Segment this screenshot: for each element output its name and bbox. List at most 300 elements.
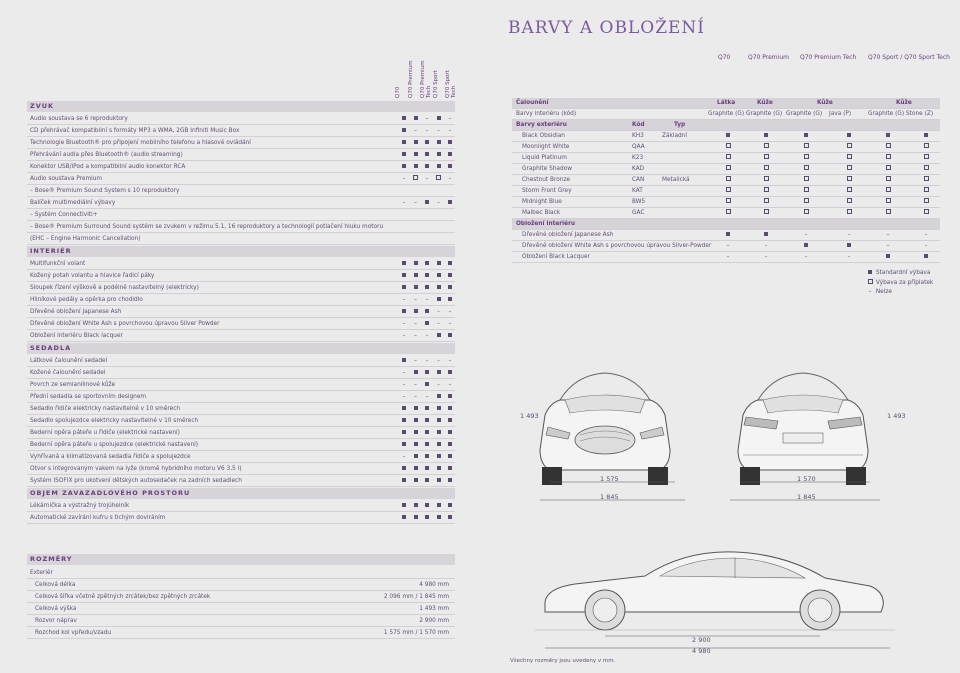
availability-mark (399, 199, 409, 207)
availability-mark (720, 209, 736, 217)
footnote: Všechny rozměry jsou uvedeny v mm. (510, 658, 616, 664)
feature-label: Bederní opěra páteře u spolujezdce (elektrické nastavení) (30, 441, 199, 448)
availability-mark (399, 502, 409, 510)
availability-mark (434, 381, 444, 389)
left-column-head: Q70 (395, 86, 401, 98)
availability-mark (434, 393, 444, 401)
exterior-colour-name: Midnight Blue (522, 199, 562, 205)
availability-mark (434, 272, 444, 280)
feature-label: Technologie Bluetooth® pro připojení mobilního telefonu a hlasové ovládání (30, 139, 251, 146)
availability-mark (434, 477, 444, 485)
left-column-head: Q70 Sport Tech (445, 70, 457, 98)
exterior-colour-name: Graphite Shadow (522, 166, 572, 172)
availability-mark (434, 502, 444, 510)
dimensions-sub: Exteriér (27, 567, 455, 579)
availability-mark (798, 143, 814, 151)
colour-row (512, 252, 940, 263)
availability-mark (798, 165, 814, 173)
exterior-colour-type: Základní (662, 133, 688, 139)
availability-mark (411, 357, 421, 365)
availability-mark (445, 175, 455, 183)
availability-mark (434, 139, 444, 147)
availability-mark (445, 514, 455, 522)
availability-mark (918, 198, 934, 206)
availability-mark (720, 132, 736, 140)
feature-label: Otvor s integrovaným vakem na lyže (kromě hybridního motoru V6 3,5 l) (30, 465, 242, 472)
availability-mark (422, 393, 432, 401)
availability-mark (798, 176, 814, 184)
dimension-label: Celková výška (35, 605, 77, 612)
width-front: 1 845 (600, 493, 619, 501)
feature-row (27, 306, 455, 318)
availability-mark (434, 151, 444, 159)
exterior-colour-code: K23 (632, 155, 644, 161)
availability-mark (399, 417, 409, 425)
availability-mark (411, 272, 421, 280)
availability-mark (880, 209, 896, 217)
availability-mark (758, 154, 774, 162)
upholstery-latka: Látka (717, 100, 736, 106)
feature-label: Audio soustava Premium (30, 175, 103, 182)
availability-mark (434, 441, 444, 449)
feature-label: Přední sedadla se sportovním designem (30, 393, 147, 400)
availability-mark (798, 242, 814, 250)
availability-mark (445, 332, 455, 340)
availability-mark (399, 127, 409, 135)
availability-mark (445, 477, 455, 485)
availability-mark (434, 175, 444, 183)
feature-label: – Bose® Premium Surround Sound systém se zvukem v režimu 5.1, 16 reproduktory a technologií potlačení hluku motoru (30, 223, 384, 230)
availability-mark (422, 115, 432, 123)
upholstery-kuze: Kůže (896, 100, 912, 106)
availability-mark (880, 242, 896, 250)
colour-row (512, 219, 940, 230)
feature-label: – Bose® Premium Sound System s 10 reproduktory (30, 187, 180, 194)
colour-row (512, 164, 940, 175)
feature-label: Automatické zavírání kufru s tichým doviráním (30, 514, 166, 521)
availability-mark (880, 198, 896, 206)
page-title: BARVY A OBLOŽENÍ (508, 18, 706, 38)
feature-label: Přehrávání audia přes Bluetooth® (audio streaming) (30, 151, 183, 158)
dimension-row (27, 591, 455, 603)
availability-mark (758, 198, 774, 206)
availability-mark (758, 231, 774, 239)
availability-mark (445, 465, 455, 473)
availability-mark (918, 176, 934, 184)
feature-label: Hliníkové pedály a opěrka pro chodidlo (30, 296, 143, 303)
availability-mark (411, 260, 421, 268)
feature-row (27, 439, 455, 451)
trim-name: Dřevěné obložení Japanese Ash (522, 232, 614, 238)
availability-mark (411, 175, 421, 183)
availability-mark (411, 502, 421, 510)
feature-row (27, 258, 455, 270)
colour-table (512, 98, 940, 263)
exterior-head: Barvy exteriéru (516, 122, 567, 128)
availability-mark (422, 417, 432, 425)
availability-mark (434, 199, 444, 207)
availability-mark (399, 272, 409, 280)
availability-mark (434, 163, 444, 171)
availability-mark (445, 127, 455, 135)
feature-row (27, 427, 455, 439)
availability-mark (422, 163, 432, 171)
car-side-view (535, 540, 895, 635)
interior-code: Graphite (G) (746, 111, 783, 117)
availability-mark (434, 357, 444, 365)
feature-row (27, 367, 455, 379)
availability-mark (880, 154, 896, 162)
availability-mark (758, 176, 774, 184)
availability-mark (422, 369, 432, 377)
availability-mark (445, 453, 455, 461)
availability-mark (841, 132, 857, 140)
right-column-head: Q70 (718, 54, 731, 61)
interior-code: Graphite (G) (868, 111, 905, 117)
availability-mark (720, 198, 736, 206)
exterior-colour-name: Liquid Platinum (522, 155, 567, 161)
feature-label: Multifunkční volant (30, 260, 86, 267)
availability-mark (411, 163, 421, 171)
availability-mark (422, 405, 432, 413)
availability-mark (411, 284, 421, 292)
availability-mark (422, 127, 432, 135)
feature-row (27, 475, 455, 487)
dimension-label: Celková délka (35, 581, 76, 588)
availability-mark (422, 514, 432, 522)
availability-mark (411, 465, 421, 473)
availability-mark (841, 242, 857, 250)
availability-mark (445, 199, 455, 207)
legend (866, 268, 933, 297)
feature-label: Obložení interiéru Black lacquer (30, 332, 123, 339)
availability-mark (918, 132, 934, 140)
exterior-type-head: Typ (674, 122, 686, 128)
colour-row (512, 120, 940, 131)
right-column-head: Q70 Sport / Q70 Sport Tech (868, 54, 950, 61)
availability-mark (399, 151, 409, 159)
height-right: 1 493 (887, 412, 906, 420)
right-column-head: Q70 Premium (748, 54, 789, 61)
availability-mark (758, 242, 774, 250)
availability-mark (434, 405, 444, 413)
colour-row (512, 230, 940, 241)
exterior-colour-name: Malbec Black (522, 210, 561, 216)
section-head: SEDADLA (27, 343, 455, 354)
availability-mark (445, 115, 455, 123)
availability-mark (720, 187, 736, 195)
availability-mark (445, 284, 455, 292)
availability-mark (399, 429, 409, 437)
feature-row (27, 125, 455, 137)
feature-row (27, 451, 455, 463)
availability-mark (445, 320, 455, 328)
availability-mark (399, 115, 409, 123)
section-head: OBJEM ZAVAZADLOVÉHO PROSTORU (27, 488, 455, 499)
feature-label: Konektor USB/iPod a kompatibilní audio konektor RCA (30, 163, 186, 170)
availability-mark (720, 143, 736, 151)
availability-mark (434, 332, 444, 340)
availability-mark (758, 132, 774, 140)
dimension-value: 4 980 mm (419, 581, 449, 588)
availability-mark (918, 154, 934, 162)
availability-mark (399, 296, 409, 304)
feature-label: Látkové čalounění sedadel (30, 357, 108, 364)
availability-mark (758, 165, 774, 173)
feature-label: Bederní opěra páteře u řidiče (elektrické nastavení) (30, 429, 180, 436)
availability-mark (798, 209, 814, 217)
availability-mark (841, 176, 857, 184)
trim-head: Obložení interiéru (516, 221, 576, 227)
availability-mark (411, 417, 421, 425)
feature-row (27, 330, 455, 342)
availability-mark (422, 477, 432, 485)
feature-row (27, 282, 455, 294)
availability-mark (411, 393, 421, 401)
feature-row (27, 463, 455, 475)
availability-mark (434, 429, 444, 437)
availability-mark (399, 453, 409, 461)
availability-mark (445, 502, 455, 510)
availability-mark (411, 429, 421, 437)
feature-row (27, 391, 455, 403)
availability-mark (422, 465, 432, 473)
exterior-colour-code: CAN (632, 177, 645, 183)
availability-mark (445, 417, 455, 425)
availability-mark (434, 284, 444, 292)
availability-mark (422, 296, 432, 304)
availability-mark (758, 209, 774, 217)
availability-mark (880, 143, 896, 151)
left-column-head: Q70 Sport (432, 70, 439, 98)
exterior-colour-code: GAC (632, 210, 645, 216)
feature-label: (EHC – Engine Harmonic Cancellation) (30, 235, 141, 242)
availability-mark (422, 332, 432, 340)
exterior-colour-code: KAD (632, 166, 645, 172)
colour-row (512, 153, 940, 164)
interior-code: Java (P) (829, 111, 852, 117)
length: 4 980 (692, 647, 711, 655)
availability-mark (399, 477, 409, 485)
feature-label: Balíček multimediální výbavy (30, 199, 116, 206)
left-column-head: Q70 Premium Tech (420, 60, 432, 98)
availability-mark (841, 198, 857, 206)
dimension-row (27, 627, 455, 639)
feature-row (27, 137, 455, 149)
feature-row (27, 294, 455, 306)
availability-mark (399, 308, 409, 316)
availability-mark (434, 115, 444, 123)
availability-mark (399, 163, 409, 171)
availability-mark (411, 115, 421, 123)
interior-code: Graphite (G) (786, 111, 823, 117)
availability-mark (399, 381, 409, 389)
availability-mark (411, 199, 421, 207)
colour-row (512, 208, 940, 219)
availability-mark (411, 332, 421, 340)
availability-mark (918, 242, 934, 250)
availability-mark (841, 143, 857, 151)
availability-mark (434, 308, 444, 316)
feature-label: Audio soustava se 6 reproduktory (30, 115, 128, 122)
exterior-colour-name: Storm Front Grey (522, 188, 572, 194)
colour-row (512, 197, 940, 208)
availability-mark (445, 429, 455, 437)
availability-mark (798, 231, 814, 239)
availability-mark (880, 231, 896, 239)
feature-row (27, 185, 455, 197)
exterior-colour-name: Chestnut Bronze (522, 177, 571, 183)
availability-mark (445, 441, 455, 449)
feature-row (27, 355, 455, 367)
right-column-head: Q70 Premium Tech (800, 54, 857, 61)
feature-list (27, 100, 455, 524)
availability-mark (434, 514, 444, 522)
availability-mark (445, 139, 455, 147)
availability-mark (422, 272, 432, 280)
feature-label: Sedadlo spolujezdce elektricky nastavitelné v 10 směrech (30, 417, 199, 424)
availability-mark (798, 198, 814, 206)
section-head: ZVUK (27, 101, 455, 112)
availability-mark (798, 187, 814, 195)
availability-mark (399, 320, 409, 328)
availability-mark (841, 187, 857, 195)
dimension-row (27, 615, 455, 627)
availability-mark (918, 143, 934, 151)
availability-mark (411, 441, 421, 449)
feature-row (27, 512, 455, 524)
availability-mark (445, 260, 455, 268)
availability-mark (841, 165, 857, 173)
availability-mark (758, 187, 774, 195)
availability-mark (422, 357, 432, 365)
availability-mark (880, 176, 896, 184)
legend-none: – Nelze (868, 289, 892, 295)
dimension-row (27, 603, 455, 615)
colour-row (512, 142, 940, 153)
feature-row (27, 270, 455, 282)
availability-mark (411, 320, 421, 328)
feature-label: Vyhřívaná a klimatizovaná sedadla řidiče a spolujezdce (30, 453, 191, 460)
dimension-label: Celková šířka včetně zpětných zrcátek/bez zpětných zrcátek (35, 593, 211, 600)
dimension-value: 1 493 mm (419, 605, 449, 612)
availability-mark (399, 514, 409, 522)
availability-mark (422, 441, 432, 449)
availability-mark (918, 253, 934, 261)
availability-mark (445, 308, 455, 316)
feature-label: Lékárnička a výstražný trojúhelník (30, 502, 130, 509)
availability-mark (422, 260, 432, 268)
feature-row (27, 318, 455, 330)
availability-mark (445, 357, 455, 365)
availability-mark (720, 231, 736, 239)
availability-mark (918, 187, 934, 195)
feature-label: Kožené čalounění sedadel (30, 369, 106, 376)
availability-mark (758, 143, 774, 151)
availability-mark (445, 393, 455, 401)
availability-mark (434, 296, 444, 304)
feature-label: Dřevěné obložení Japanese Ash (30, 308, 122, 315)
availability-mark (918, 231, 934, 239)
availability-mark (434, 127, 444, 135)
availability-mark (422, 284, 432, 292)
upholstery-head: Čalounění (516, 100, 549, 106)
availability-mark (422, 139, 432, 147)
exterior-colour-type: Metalická (662, 177, 690, 183)
availability-mark (422, 199, 432, 207)
width-rear: 1 845 (797, 493, 816, 501)
colour-row (512, 98, 940, 109)
availability-mark (720, 165, 736, 173)
exterior-colour-code: BW5 (632, 199, 646, 205)
availability-mark (411, 369, 421, 377)
availability-mark (422, 502, 432, 510)
availability-mark (399, 393, 409, 401)
feature-row (27, 173, 455, 185)
exterior-colour-code: QAA (632, 144, 645, 150)
exterior-code-head: Kód (632, 122, 645, 128)
availability-mark (411, 139, 421, 147)
availability-mark (422, 175, 432, 183)
car-side-dims (540, 630, 895, 660)
feature-label: CD přehrávač kompatibilní s formáty MP3 a WMA, 2GB Infiniti Music Box (30, 127, 240, 134)
availability-mark (422, 381, 432, 389)
availability-mark (445, 163, 455, 171)
feature-row (27, 197, 455, 209)
interior-code: Stone (Z) (906, 111, 934, 117)
exterior-colour-name: Black Obsidian (522, 133, 565, 139)
availability-mark (434, 453, 444, 461)
availability-mark (434, 260, 444, 268)
availability-mark (399, 284, 409, 292)
dimensions-head: ROZMĚRY (27, 554, 455, 565)
availability-mark (422, 429, 432, 437)
left-column-headings (395, 60, 455, 98)
availability-mark (399, 441, 409, 449)
feature-row (27, 161, 455, 173)
availability-mark (880, 132, 896, 140)
colour-row (512, 131, 940, 142)
exterior-colour-code: KH3 (632, 133, 644, 139)
availability-mark (841, 253, 857, 261)
availability-mark (411, 151, 421, 159)
feature-label: Kožený potah volantu a hlavice řadicí páky (30, 272, 155, 279)
availability-mark (880, 187, 896, 195)
dimension-value: 1 575 mm / 1 570 mm (383, 629, 449, 636)
feature-row (27, 415, 455, 427)
exterior-colour-code: KAT (632, 188, 643, 194)
feature-row (27, 209, 455, 221)
interior-code-label: Barvy interiéru (kód) (516, 111, 577, 117)
availability-mark (411, 477, 421, 485)
availability-mark (841, 209, 857, 217)
colour-row (512, 241, 940, 252)
availability-mark (411, 405, 421, 413)
availability-mark (399, 465, 409, 473)
dimension-label: Rozvor náprav (35, 617, 77, 624)
feature-row (27, 233, 455, 245)
availability-mark (841, 154, 857, 162)
trim-name: Obložení Black Lacquer (522, 254, 590, 260)
section-head: INTERIÉR (27, 246, 455, 257)
availability-mark (411, 308, 421, 316)
exterior-colour-name: Moonlight White (522, 144, 570, 150)
availability-mark (758, 253, 774, 261)
availability-mark (411, 514, 421, 522)
feature-row (27, 221, 455, 233)
availability-mark (411, 381, 421, 389)
availability-mark (422, 320, 432, 328)
